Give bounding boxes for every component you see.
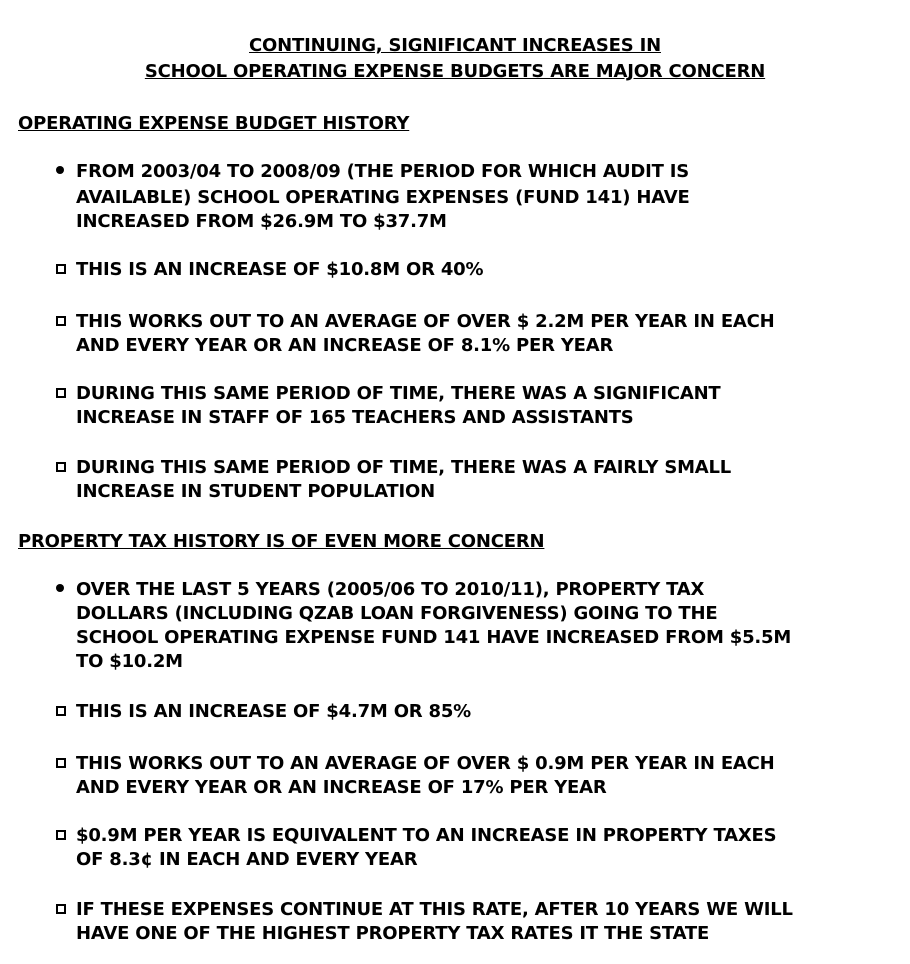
bullet-square-icon <box>56 904 66 914</box>
item-line: THIS WORKS OUT TO AN AVERAGE OF OVER $ 2.2M PER YEAR IN EACH <box>76 311 775 332</box>
title-line-1: CONTINUING, SIGNIFICANT INCREASES IN <box>249 35 661 56</box>
item-line: AND EVERY YEAR OR AN INCREASE OF 8.1% PER YEAR <box>76 335 614 356</box>
bullet-square-icon <box>56 706 66 716</box>
item-line: $0.9M PER YEAR IS EQUIVALENT TO AN INCREASE IN PROPERTY TAXES <box>76 825 777 846</box>
item-line: INCREASE IN STUDENT POPULATION <box>76 481 435 502</box>
item-line: THIS IS AN INCREASE OF $4.7M OR 85% <box>76 701 472 722</box>
item-line: OF 8.3¢ IN EACH AND EVERY YEAR <box>76 849 418 870</box>
item-line: DURING THIS SAME PERIOD OF TIME, THERE WAS A FAIRLY SMALL <box>76 457 732 478</box>
item-line: FROM 2003/04 TO 2008/09 (THE PERIOD FOR WHICH AUDIT IS <box>76 161 690 182</box>
bullet-dot-icon <box>56 166 64 174</box>
item-line: DURING THIS SAME PERIOD OF TIME, THERE WAS A SIGNIFICANT <box>76 383 721 404</box>
item-line: AVAILABLE) SCHOOL OPERATING EXPENSES (FUND 141) HAVE <box>76 187 690 208</box>
item-line: INCREASED FROM $26.9M TO $37.7M <box>76 211 447 232</box>
item-line: OVER THE LAST 5 YEARS (2005/06 TO 2010/11), PROPERTY TAX <box>76 579 705 600</box>
item-line: IF THESE EXPENSES CONTINUE AT THIS RATE, AFTER 10 YEARS WE WILL <box>76 899 793 920</box>
title-line-2: SCHOOL OPERATING EXPENSE BUDGETS ARE MAJOR CONCERN <box>144 61 766 82</box>
item-line: INCREASE IN STAFF OF 165 TEACHERS AND ASSISTANTS <box>76 407 634 428</box>
item-line: THIS WORKS OUT TO AN AVERAGE OF OVER $ 0.9M PER YEAR IN EACH <box>76 753 775 774</box>
section-heading-operating-expense: OPERATING EXPENSE BUDGET HISTORY <box>18 113 410 134</box>
bullet-square-icon <box>56 758 66 768</box>
bullet-square-icon <box>56 462 66 472</box>
bullet-square-icon <box>56 388 66 398</box>
bullet-square-icon <box>56 316 66 326</box>
item-line: TO $10.2M <box>76 651 183 672</box>
bullet-square-icon <box>56 830 66 840</box>
bullet-square-icon <box>56 264 66 274</box>
section-heading-property-tax: PROPERTY TAX HISTORY IS OF EVEN MORE CONCERN <box>18 531 545 552</box>
item-line: SCHOOL OPERATING EXPENSE FUND 141 HAVE INCREASED FROM $5.5M <box>76 627 792 648</box>
item-line: HAVE ONE OF THE HIGHEST PROPERTY TAX RATES IT THE STATE <box>76 923 710 944</box>
bullet-dot-icon <box>56 584 64 592</box>
item-line: THIS IS AN INCREASE OF $10.8M OR 40% <box>76 259 484 280</box>
item-line: AND EVERY YEAR OR AN INCREASE OF 17% PER YEAR <box>76 777 607 798</box>
item-line: DOLLARS (INCLUDING QZAB LOAN FORGIVENESS) GOING TO THE <box>76 603 718 624</box>
